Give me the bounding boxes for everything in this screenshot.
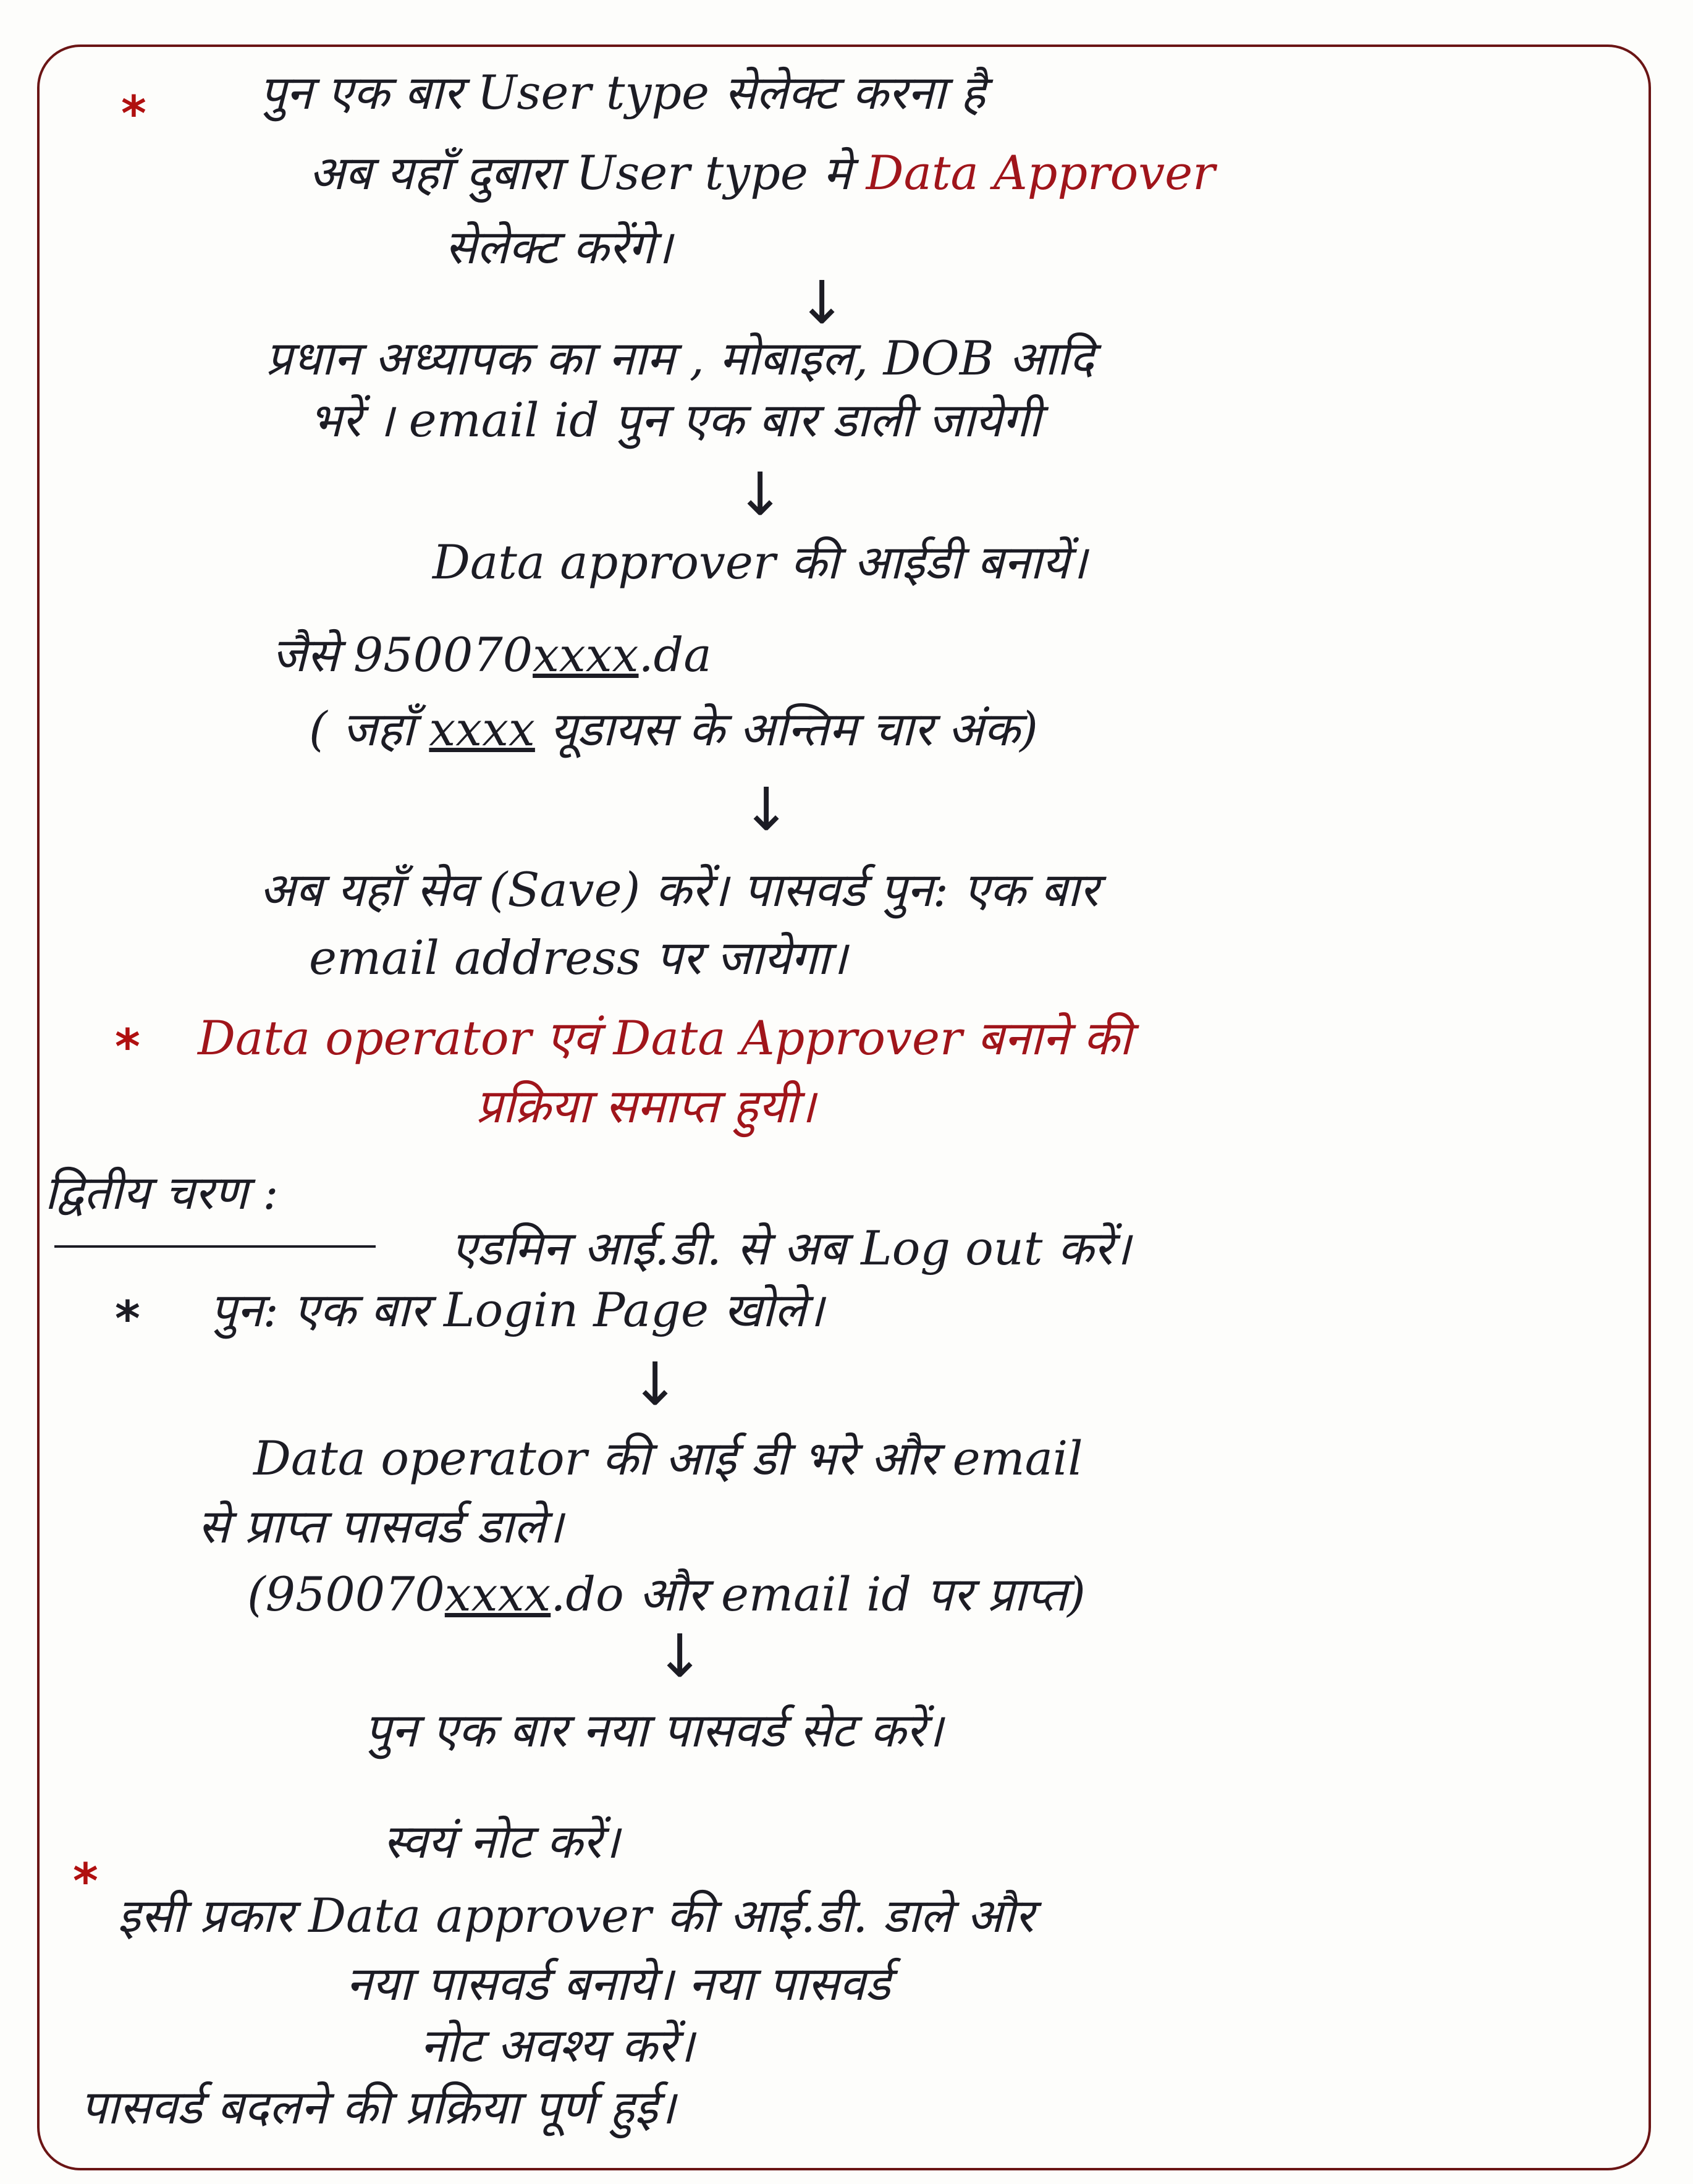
note-line bbox=[272, 624, 712, 686]
note-line bbox=[309, 698, 1038, 760]
note-text: ( जहाँ bbox=[309, 701, 415, 756]
note-line: प्रक्रिया समाप्त हुयी। bbox=[476, 1078, 816, 1133]
down-arrow-icon: ↓ bbox=[797, 268, 847, 337]
note-text: .do और email id पर प्राप्त) bbox=[551, 1567, 1086, 1622]
note-line: से प्राप्त पासवर्ड डाले। bbox=[198, 1499, 564, 1554]
note-line: पुन एक बार नया पासवर्ड सेट करें। bbox=[365, 1703, 943, 1758]
down-arrow-icon: ↓ bbox=[741, 775, 792, 844]
note-line: भरें । email id पुन एक बार डाली जायेगी bbox=[309, 392, 1041, 447]
heading-underline bbox=[54, 1245, 376, 1248]
highlight-text: Data Approver bbox=[866, 145, 1215, 200]
section-heading: द्वितीय चरण : bbox=[44, 1165, 279, 1220]
note-text: .da bbox=[638, 627, 712, 682]
bullet-star: * bbox=[115, 1292, 140, 1347]
placeholder-digits: xxxx bbox=[429, 701, 535, 756]
note-line: Data operator की आई डी भरे और email bbox=[253, 1431, 1083, 1486]
note-line bbox=[247, 1564, 1086, 1625]
note-text: यूडायस के अन्तिम चार अंक) bbox=[550, 701, 1038, 756]
note-line: सेलेक्ट करेंगे। bbox=[445, 219, 672, 274]
note-line: पुन: एक बार Login Page खोले। bbox=[210, 1282, 824, 1337]
note-line: Data operator एवं Data Approver बनाने की bbox=[198, 1010, 1132, 1065]
down-arrow-icon: ↓ bbox=[655, 1622, 705, 1691]
placeholder-digits: xxxx bbox=[533, 627, 639, 682]
note-line: नया पासवर्ड बनाये। नया पासवर्ड bbox=[346, 1956, 890, 2011]
placeholder-digits: xxxx bbox=[444, 1567, 551, 1622]
note-line: प्रधान अध्यापक का नाम , मोबाइल, DOB आदि bbox=[266, 331, 1094, 386]
note-line: पुन एक बार User type सेलेक्ट करना है bbox=[260, 65, 986, 120]
note-text: (950070 bbox=[247, 1567, 445, 1622]
note-line bbox=[309, 142, 1215, 204]
bullet-star: * bbox=[121, 87, 146, 142]
bullet-star: * bbox=[73, 1854, 98, 1910]
note-line: इसी प्रकार Data approver की आई.डी. डाले और bbox=[117, 1888, 1034, 1943]
note-line: नोट अवश्य करें। bbox=[420, 2018, 695, 2073]
note-line: एडमिन आई.डी. से अब Log out करें। bbox=[451, 1221, 1131, 1276]
note-text: जैसे 950070 bbox=[272, 627, 533, 682]
bullet-star: * bbox=[115, 1020, 140, 1075]
note-line: पासवर्ड बदलने की प्रक्रिया पूर्ण हुई। bbox=[80, 2080, 676, 2135]
note-text: अब यहाँ दुबारा User type मे bbox=[309, 145, 851, 200]
note-line: email address पर जायेगा। bbox=[309, 930, 848, 985]
note-line: Data approver की आईडी बनायें। bbox=[433, 535, 1087, 590]
down-arrow-icon: ↓ bbox=[735, 460, 785, 529]
note-line: अब यहाँ सेव (Save) करें। पासवर्ड पुन: एक बार bbox=[260, 862, 1099, 917]
note-line: स्वयं नोट करें। bbox=[383, 1814, 620, 1869]
down-arrow-icon: ↓ bbox=[630, 1350, 680, 1419]
